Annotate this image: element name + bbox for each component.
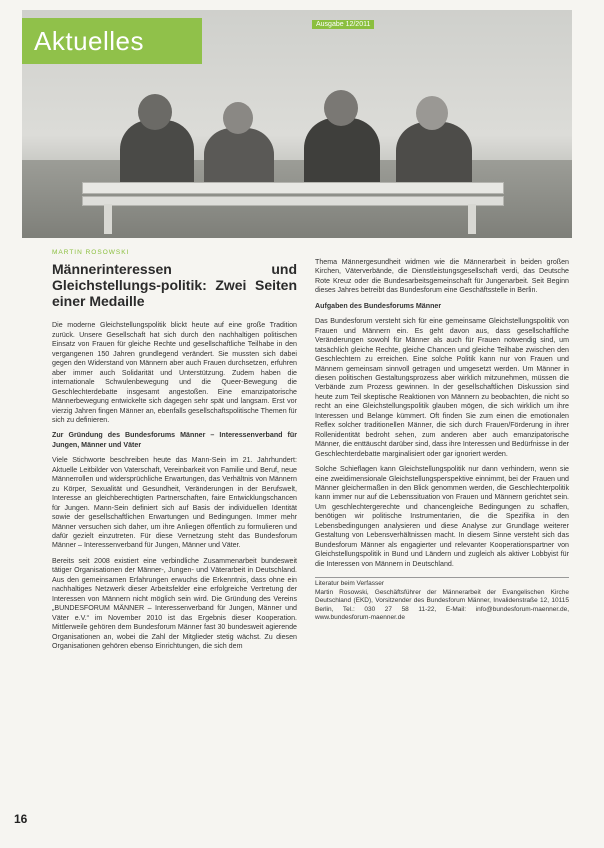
- author-bio: Martin Rosowski, Geschäftsführer der Männerarbeit der Evangelischen Kirche Deutschland (EKD), Vorsitzender des Bundesforum Männer, Invalidenstraße 12, 10115 Berlin, Tel.: 030 27 58 11-22, E-Mail: info@bundesforum-maenner.de, www.bundesforum-maenner.de: [315, 588, 569, 622]
- paragraph: Das Bundesforum versteht sich für eine gemeinsame Gleichstellungspolitik von Frauen und Männern ein. Es geht davon aus, dass gesellschaftliche Veränderungen sowohl für Männer als auch für Frauen notwendig sind, um tatsächlich gleiche Rechte, gleiche Chancen und gleiche Teilhabe zwischen den Geschlechtern zu erreichen. Eine solche Politik kann nur von Frauen und Männern gemeinsam sinnvoll getragen und umgesetzt werden. Um Männer in diesen politischen Gestaltungsprozess aber wirklich mitzunehmen, müssen die Verbände zum Prozess gewinnen. In der gesellschaftlichen Diskussion sind heute zum Teil skeptische Reaktionen von Männern zu beobachten, die nicht so recht an eine Gleichstellungspolitik glauben mögen, die sich wirklich um ihre Interessen und Belange kümmert. Oft finden Sie zum einen die emotionalen Reflex solcher traditionellen Männer, die sich durch Frauen/Förderung in ihrer Rollenidentität bedroht sehen, zum anderen aber auch emanzipatorische Männer, die enttäuscht darüber sind, dass ihre Interessen und Bedürfnisse in der Geschlechterdebatte marginalisiert oder gar ignoriert werden.: [315, 317, 569, 458]
- photo-head-2: [223, 102, 253, 134]
- photo-bench-leg: [468, 204, 476, 234]
- photo-head-4: [416, 96, 448, 130]
- literature-box: [315, 577, 569, 623]
- subheading: Aufgaben des Bundesforums Männer: [315, 301, 442, 310]
- paragraph: Die moderne Gleichstellungspolitik blickt heute auf eine große Tradition zurück. Unsere Gesellschaft hat sich durch den nachhaltigen politischen Einsatz von Frauen für gleiche Rechte und gesellschaftliche Teilhabe in den vergangenen 150 Jahren grundlegend verändert. Sie mussten sich dabei gegen den Widerstand von Männern aber auch Frauen durchsetzen, erfuhren aber immer auch Solidarität und Unterstützung. Zudem haben die internationale Schwulenbewegung und die Queer-Bewegung die Geschlechterdebatte insgesamt angestoßen. Eine emanzipatorische Männerbewegung entwickelte sich dagegen sehr spät und langsam. Erst vor vierzig Jahren fingen Männer an, ebenfalls gesellschaftspolitische Themen für sich zu definieren.: [52, 321, 297, 424]
- photo-bench-leg: [104, 204, 112, 234]
- photo-bench-back: [82, 196, 504, 206]
- literature-heading: Literatur beim Verfasser: [315, 580, 385, 588]
- issue-label: Ausgabe 12/2011: [312, 20, 374, 29]
- section-title: Aktuelles: [34, 26, 144, 56]
- subheading: Zur Gründung des Bundesforums Männer – Interessenverband für Jungen, Männer und Väter: [52, 431, 297, 449]
- right-column: [315, 258, 569, 623]
- page-number: 16: [14, 812, 28, 826]
- paragraph: Solche Schieflagen kann Gleichstellungspolitik nur dann verhindern, wenn sie eine zweidimensionale Gleichstellungsperspektive einnimmt, bei der Frauen und Männer gleichermaßen in den Blick genommen werden, die Geschlechterpolitik kann immer nur auf die Lebenssituation von Frauen und Männern gerichtet sein. Um geschlechtergerechte und chancengleiche Bedingungen zu schaffen, benötigen wir politische Instrumentarien, die die Spezifika in den Lebensbedingungen analysieren und diese Analyse zur Grundlage weiterer Gestaltung von Lebensverhältnissen macht. In diesem Sinne versteht sich das Bundesforum Männer als engagierter und relevanter Kooperationspartner von Gleichstellungspolitik in Bund und Ländern und zugleich als aktiver Lobbyist für die Interessen von Männern in Deutschland.: [315, 465, 569, 568]
- left-column: [52, 248, 297, 657]
- paragraph: Thema Männergesundheit widmen wie die Männerarbeit in beiden großen Kirchen, Väterverbände, die Dienstleistungsgesellschaft verdi, das Deutsche Rote Kreuz oder die Bundesarbeitsgemeinschaft für Jungenarbeit. Seit Beginn dieses Jahres betreibt das Bundesforum eine Geschäftsstelle in Berlin.: [315, 258, 569, 295]
- author-name: MARTIN ROSOWSKI: [52, 249, 130, 256]
- photo-head-1: [138, 94, 172, 130]
- paragraph: Bereits seit 2008 existiert eine verbindliche Zusammenarbeit bundesweit tätiger Organisationen der Männer-, Jungen- und Väterarbeit in Deutschland. Aus den gemeinsamen Erfahrungen erwuchs die Erkenntnis, dass ohne ein nachhaltiges Netzwerk dieser Arbeitsfelder eine erfolgreiche Vertretung der Interessen von Männern nicht möglich sein wird. Die Gründung des Vereins „BUNDESFORUM MÄNNER – Interessenverband für Jungen, Männer und Väter e.V.“ im November 2010 ist das Ergebnis dieser Kooperation. Mittlerweile gehören dem Bundesforum Männer fast 30 bundesweit agierende Organisationen an, wobei die Zahl der Mitglieder stetig wächst. Zu diesen Organisationen gehören ebenso Einrichtungen, die sich dem: [52, 556, 297, 650]
- photo-head-3: [324, 90, 358, 126]
- paragraph: Viele Stichworte beschreiben heute das Mann-Sein im 21. Jahrhundert: Aktuelle Leitbilder von Vaterschaft, Vereinbarkeit von Familie und Beruf, neue Männerrollen und widersprüchliche Erwartungen, das Verhältnis von Männern zu Körper, Sexualität und Gesundheit, Veränderungen in der Berufswelt, Interesse an gleichberechtigten Partnerschaften, faire Entwicklungschancen für Jungen. Mann-Sein definiert sich auf Basis der individuellen Identität sowie der gesellschaftlichen Erwartungen und Bedingungen. Immer mehr Männer versuchen sich daher, um ihre Anliegen öffentlich zu formulieren und dafür gezielt einzutreten. Für diese Vernetzung steht das Bundesforum Männer – Interessenverband für Jungen, Männer und Väter.: [52, 456, 297, 550]
- article-title: Männerinteressen und Gleichstellungs-politik: Zwei Seiten einer Medaille: [52, 261, 297, 310]
- photo-bench-seat: [82, 182, 504, 194]
